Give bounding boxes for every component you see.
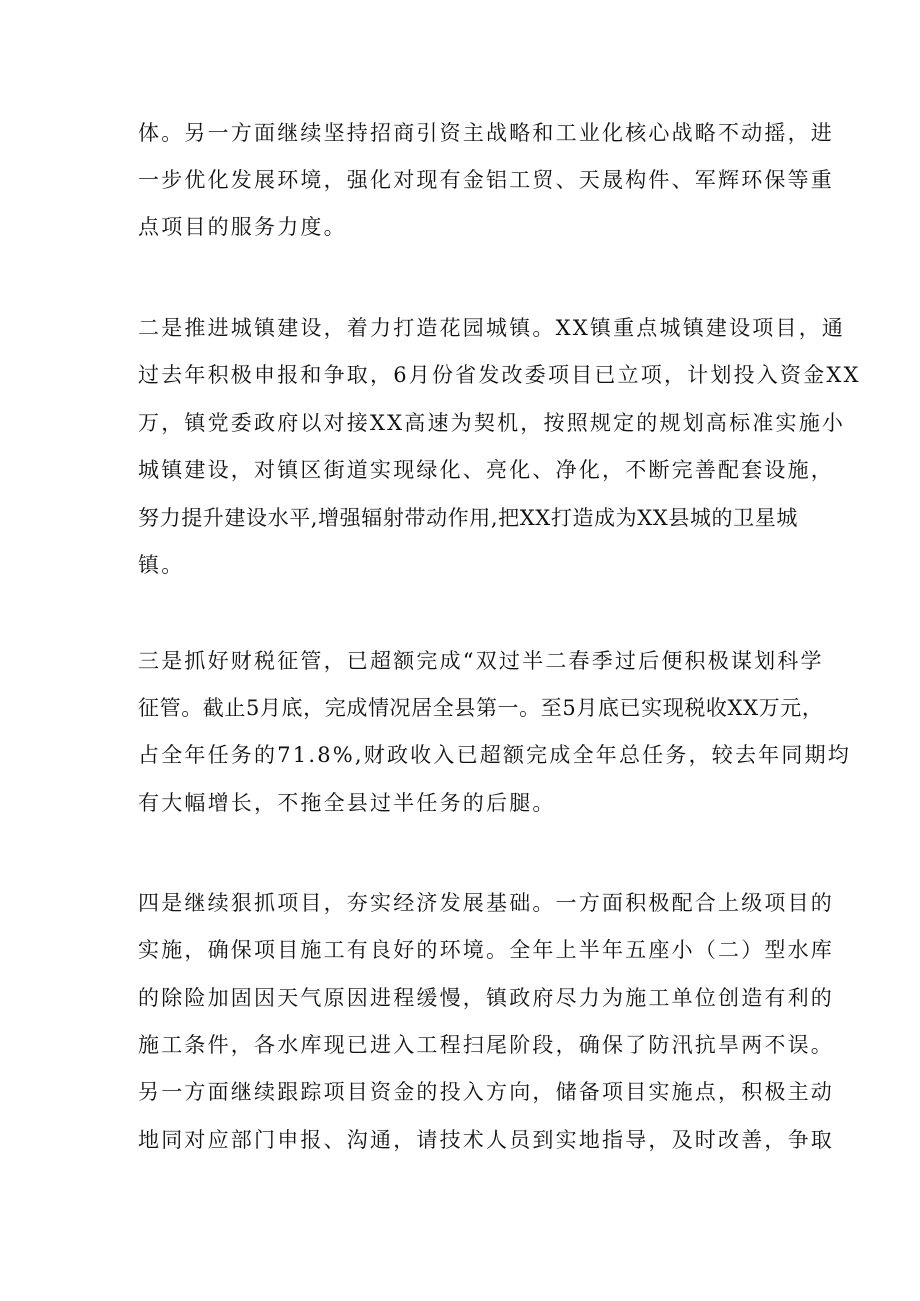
paragraph-line: 有大幅增长，不拖全县过半任务的后腿。 [138, 791, 556, 815]
paragraph-line: 二是推进城镇建设，着力打造花园城镇。XX镇重点城镇建设项目，通 [138, 316, 846, 340]
paragraph-line: 地同对应部门申报、沟通，请技术人员到实地指导，及时改善，争取 [138, 1128, 834, 1152]
paragraph-line: 体。另一方面继续坚持招商引资主战略和工业化核心战略不动摇，进 [138, 121, 834, 145]
paragraph-line: 的除险加固因天气原因进程缓慢，镇政府尽力为施工单位创造有利的 [138, 986, 834, 1010]
paragraph-line: 城镇建设，对镇区街道实现绿化、亮化、净化，不断完善配套设施， [138, 458, 834, 482]
paragraph-line: 占全年任务的71.8%,财政收入已超额完成全年总任务，较去年同期均 [138, 743, 851, 767]
paragraph-line: 镇。 [138, 553, 185, 577]
paragraph-line: 三是抓好财税征管，已超额完成“双过半二春季过后便积极谋划科学 [138, 649, 824, 673]
paragraph-line: 施工条件，各水库现已进入工程扫尾阶段，确保了防汛抗旱两不误。 [138, 1033, 834, 1057]
paragraph-line: 努力提升建设水平,增强辐射带动作用,把XX打造成为XX县城的卫星城 [138, 506, 798, 530]
paragraph-line: 四是继续狠抓项目，夯实经济发展基础。一方面积极配合上级项目的 [138, 891, 834, 915]
paragraph-line: 另一方面继续跟踪项目资金的投入方向，储备项目实施点，积极主动 [138, 1080, 834, 1104]
paragraph-line: 实施，确保项目施工有良好的环境。全年上半年五座小（二）型水库 [138, 938, 834, 962]
paragraph-line: 征管。截止5月底，完成情况居全县第一。至5月底已实现税收XX万元， [138, 696, 824, 720]
paragraph-line: 万，镇党委政府以对接XX高速为契机，按照规定的规划高标准实施小 [138, 411, 846, 435]
paragraph-line: 点项目的服务力度。 [138, 215, 347, 239]
paragraph-line: 过去年积极申报和争取，6月份省发改委项目已立项，计划投入资金XX [138, 363, 861, 387]
paragraph-line: 一步优化发展环境，强化对现有金铝工贸、天晟构件、军辉环保等重 [138, 168, 834, 192]
